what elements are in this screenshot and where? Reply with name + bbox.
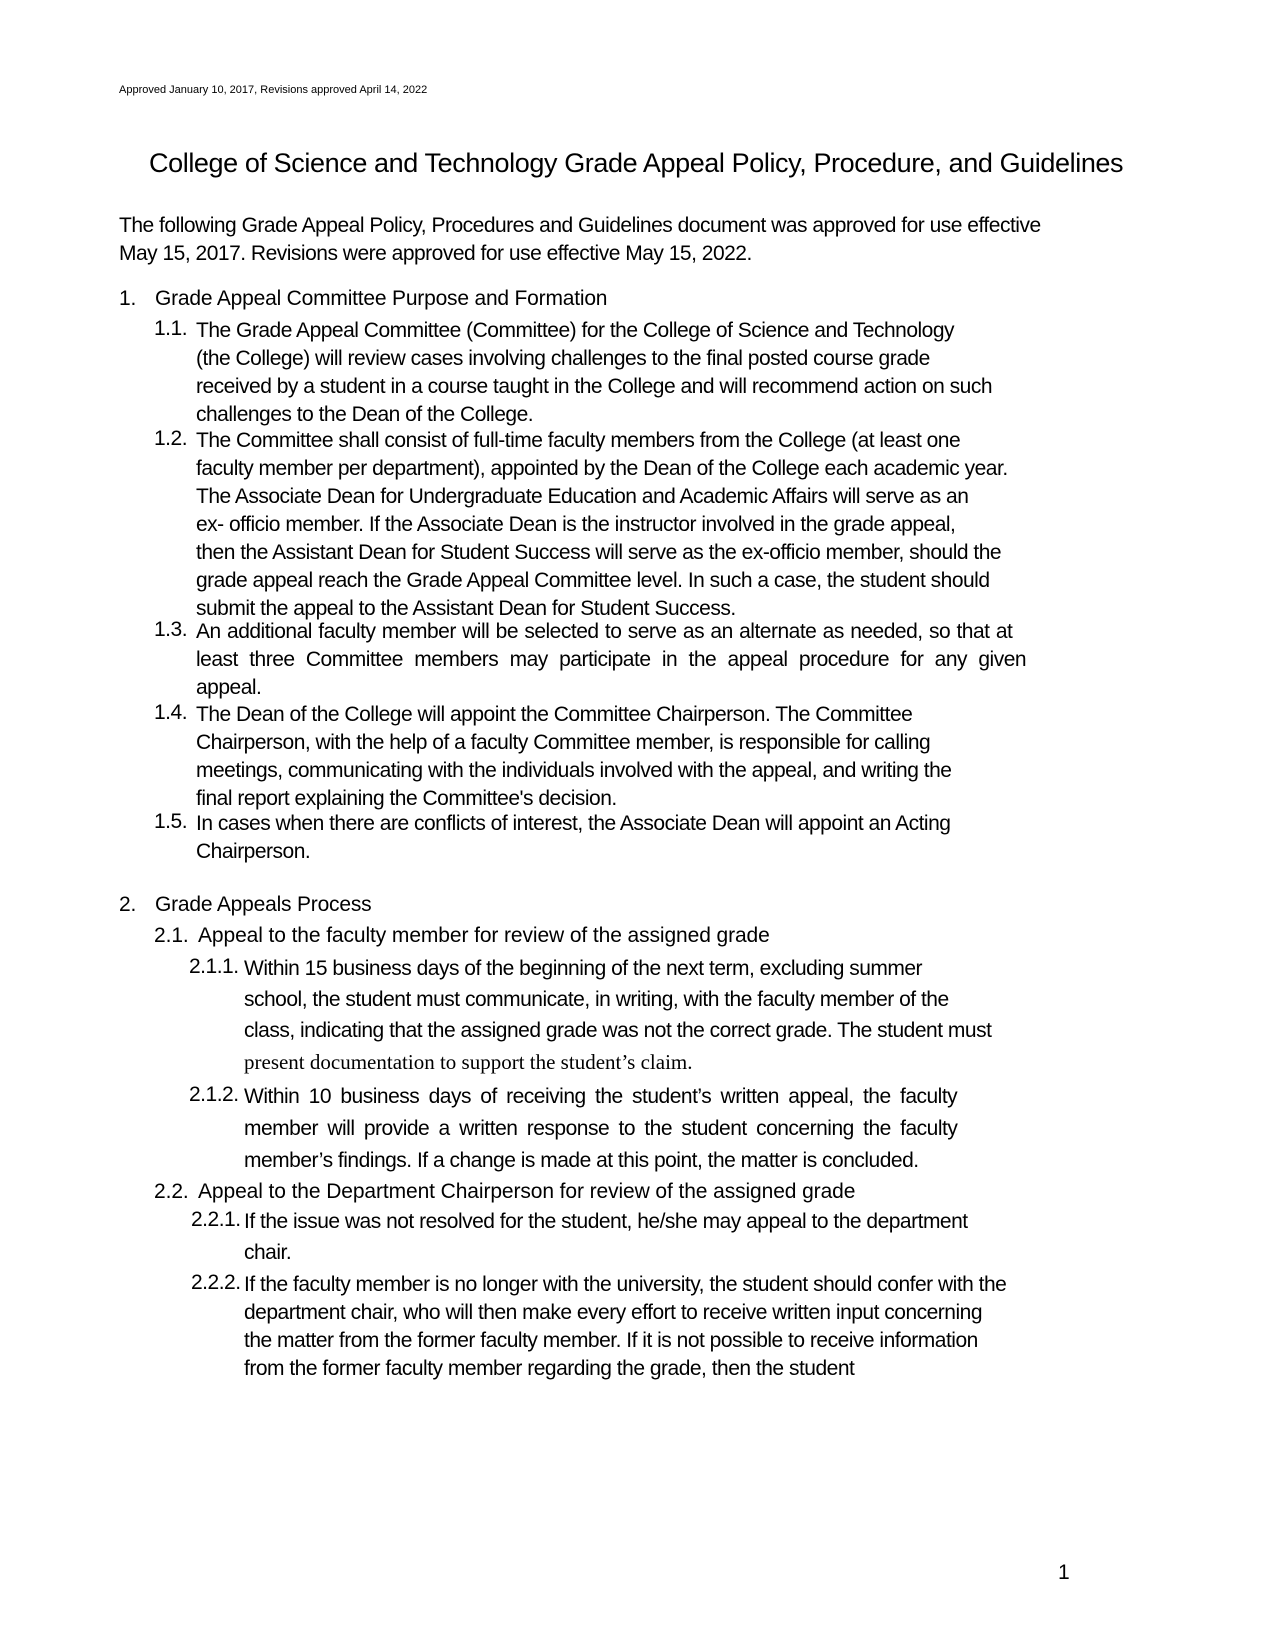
item-line: If the faculty member is no longer with the university, the student should confer with the <box>244 1273 1007 1296</box>
section-heading-1 <box>119 287 607 311</box>
document-title: College of Science and Technology Grade Appeal Policy, Procedure, and Guidelines <box>149 148 1124 178</box>
item-number: 2.1.1. <box>189 955 239 978</box>
item-line: then the Assistant Dean for Student Success will serve as the ex-officio member, should the <box>196 541 1002 564</box>
section-title: Grade Appeals Process <box>155 893 372 916</box>
item-line: class, indicating that the assigned grade was not the correct grade. The student must <box>244 1019 992 1042</box>
item-line: school, the student must communicate, in writing, with the faculty member of the <box>244 988 949 1011</box>
item-line: (the College) will review cases involving challenges to the final posted course grade <box>196 347 930 370</box>
section-number: 1. <box>119 287 137 310</box>
item-line: Within 10 business days of receiving the student’s written appeal, the faculty <box>244 1085 958 1108</box>
item-number: 2.1.2. <box>189 1083 239 1106</box>
section-heading-2 <box>119 893 371 917</box>
item-line: The Dean of the College will appoint the Committee Chairperson. The Committee <box>196 703 913 726</box>
item-line: If the issue was not resolved for the student, he/she may appeal to the department <box>244 1210 968 1233</box>
item-text <box>244 955 991 1076</box>
item-text <box>196 618 1026 702</box>
item-line: The Committee shall consist of full-time faculty members from the College (at least one <box>196 429 961 452</box>
item-line: grade appeal reach the Grade Appeal Committee level. In such a case, the student should <box>196 569 990 592</box>
page-number: 1 <box>1058 1561 1070 1584</box>
item-number: 1.4. <box>154 701 188 724</box>
item-text <box>244 1083 957 1175</box>
subsection-title: Appeal to the faculty member for review of the assigned grade <box>198 924 770 947</box>
item-number: 1.1. <box>154 317 188 340</box>
item-line: Chairperson. <box>196 840 311 863</box>
item-line: from the former faculty member regarding the grade, then the student <box>244 1357 855 1380</box>
subsection-number: 2.2. <box>154 1180 189 1203</box>
item-line: the matter from the former faculty member. If it is not possible to receive information <box>244 1329 978 1352</box>
item-line: Chairperson, with the help of a faculty Committee member, is responsible for calling <box>196 731 931 754</box>
item-line: final report explaining the Committee's decision. <box>196 787 617 810</box>
item-number: 1.5. <box>154 810 188 833</box>
item-line: faculty member per department), appointed by the Dean of the College each academic year. <box>196 457 1008 480</box>
subsection-title: Appeal to the Department Chairperson for review of the assigned grade <box>198 1180 856 1203</box>
item-line: present documentation to support the student’s claim. <box>244 1050 693 1074</box>
approval-note: Approved January 10, 2017, Revisions approved April 14, 2022 <box>119 84 428 96</box>
item-line: member will provide a written response to the student concerning the faculty <box>244 1117 958 1140</box>
item-text <box>196 810 950 866</box>
item-text <box>244 1271 1006 1383</box>
item-line: An additional faculty member will be selected to serve as an alternate as needed, so that at <box>196 620 1013 643</box>
item-text <box>196 701 951 813</box>
item-line: ex- officio member. If the Associate Dean is the instructor involved in the grade appeal, <box>196 513 956 536</box>
item-number: 1.2. <box>154 427 188 450</box>
subsection-heading-2-2 <box>154 1180 855 1204</box>
item-text <box>244 1208 968 1267</box>
intro-line: May 15, 2017. Revisions were approved for use effective May 15, 2022. <box>119 242 752 265</box>
item-line: submit the appeal to the Assistant Dean for Student Success. <box>196 597 736 620</box>
section-number: 2. <box>119 893 137 916</box>
item-line: chair. <box>244 1241 292 1264</box>
item-line: challenges to the Dean of the College. <box>196 403 534 426</box>
item-line: The Associate Dean for Undergraduate Education and Academic Affairs will serve as an <box>196 485 969 508</box>
item-line: least three Committee members may participate in the appeal procedure for any given <box>196 648 1027 671</box>
section-title: Grade Appeal Committee Purpose and Formation <box>155 287 608 310</box>
item-number: 2.2.1. <box>191 1208 241 1231</box>
item-text <box>196 427 1008 623</box>
item-line: Within 15 business days of the beginning of the next term, excluding summer <box>244 957 923 980</box>
subsection-heading-2-1 <box>154 924 770 948</box>
item-line: meetings, communicating with the individuals involved with the appeal, and writing the <box>196 759 952 782</box>
item-line: department chair, who will then make every effort to receive written input concerning <box>244 1301 983 1324</box>
subsection-number: 2.1. <box>154 924 189 947</box>
item-line: The Grade Appeal Committee (Committee) for the College of Science and Technology <box>196 319 955 342</box>
intro-paragraph <box>119 212 1179 268</box>
item-text <box>196 317 992 429</box>
item-line: appeal. <box>196 676 262 699</box>
intro-line: The following Grade Appeal Policy, Procedures and Guidelines document was approved for use effective <box>119 214 1041 237</box>
item-line: member’s findings. If a change is made at this point, the matter is concluded. <box>244 1149 919 1172</box>
item-line: received by a student in a course taught in the College and will recommend action on such <box>196 375 992 398</box>
item-line: In cases when there are conflicts of interest, the Associate Dean will appoint an Acting <box>196 812 951 835</box>
item-number: 2.2.2. <box>191 1271 241 1294</box>
item-number: 1.3. <box>154 618 188 641</box>
